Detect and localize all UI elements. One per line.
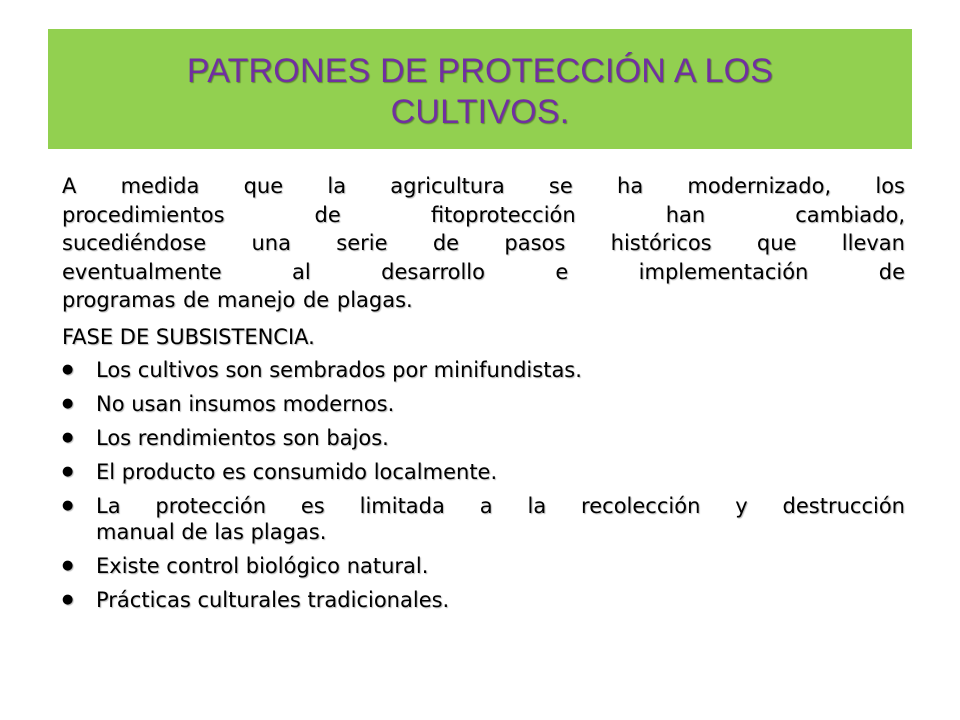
intro-line: procedimientos de fitoprotección han cambiado, [62,202,905,227]
list-item-text-line: manual de las plagas. [96,519,327,544]
list-item [62,493,905,545]
section-heading: FASE DE SUBSISTENCIA. [62,324,315,349]
list-item-text [96,493,905,545]
list-item [62,357,905,383]
list-item [62,587,905,613]
slide-title [48,51,912,133]
bullet-icon: ● [62,463,74,479]
intro-line: programas de manejo de plagas. [62,288,413,313]
intro-line: sucediéndose una serie de pasos históricos que llevan [62,231,905,256]
bullet-icon: ● [62,557,74,573]
slide-title-line-1: PATRONES DE PROTECCIÓN A LOS [186,52,774,90]
bullet-list [62,357,905,613]
list-item [62,425,905,451]
list-item [62,459,905,485]
list-item-text: El producto es consumido localmente. [96,459,498,484]
list-item [62,553,905,579]
bullet-icon: ● [62,497,74,513]
bullet-icon: ● [62,395,74,411]
title-banner [48,29,912,149]
list-item-text: No usan insumos modernos. [96,391,395,416]
list-item-text: Existe control biológico natural. [96,553,429,578]
bullet-icon: ● [62,591,74,607]
intro-line: A medida que la agricultura se ha modernizado, los [62,174,905,198]
list-item [62,391,905,417]
list-item-text: Los rendimientos son bajos. [96,425,389,450]
slide-title-line-2: CULTIVOS. [390,93,570,131]
bullet-icon: ● [62,429,74,445]
slide-body [62,172,905,621]
intro-line: eventualmente al desarrollo e implementación de [62,259,905,284]
intro-paragraph [62,172,905,315]
bullet-icon: ● [62,361,74,377]
list-item-text: Prácticas culturales tradicionales. [96,587,450,612]
list-item-text-line: La protección es limitada a la recolección y destrucción [96,493,905,518]
list-item-text: Los cultivos son sembrados por minifundistas. [96,357,582,382]
